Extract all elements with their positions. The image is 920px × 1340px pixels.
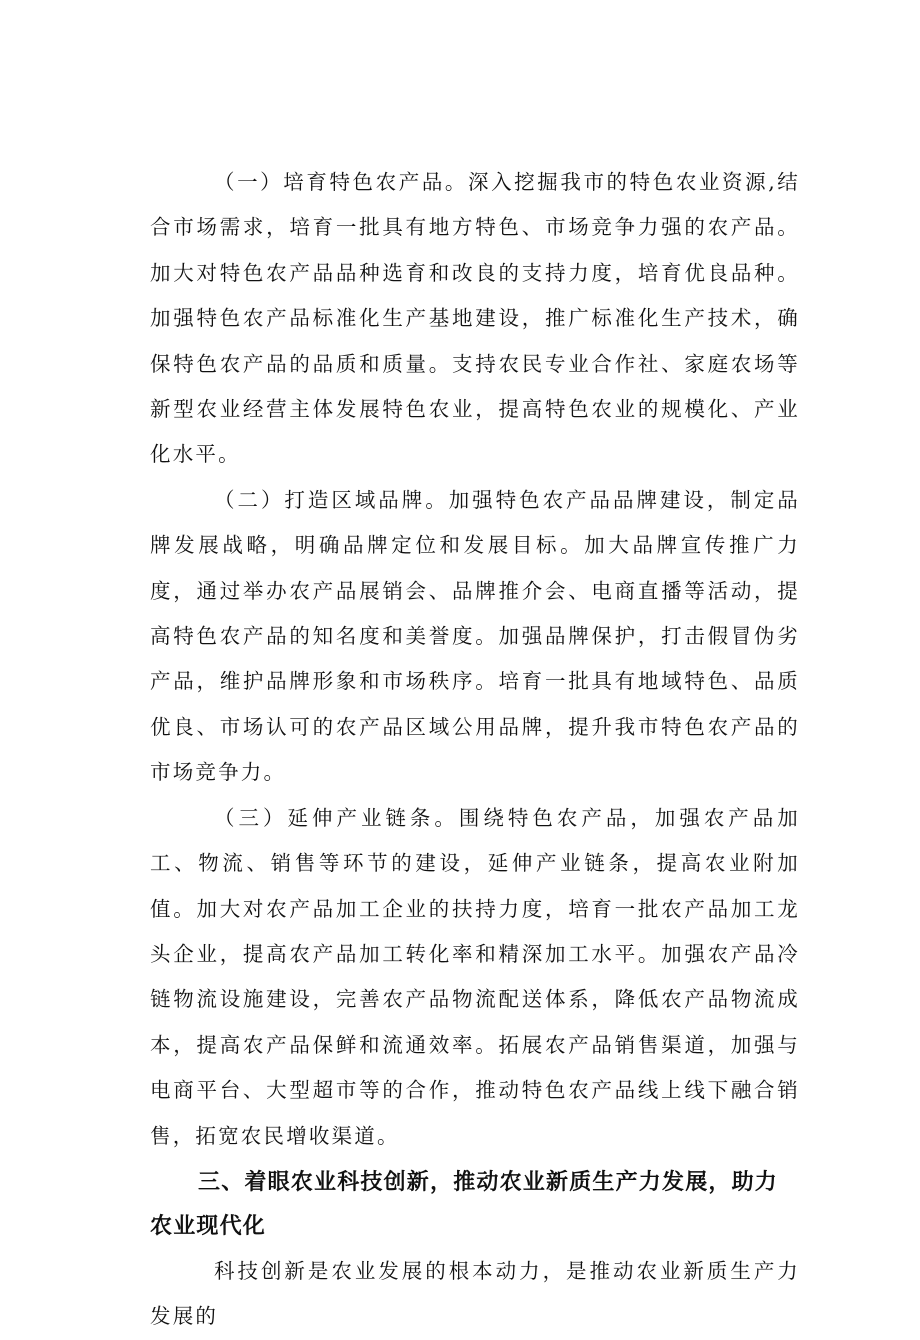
paragraph-4: 科技创新是农业发展的根本动力，是推动农业新质生产力发展的 bbox=[150, 1258, 800, 1329]
paragraph-2: （二）打造区域品牌。加强特色农产品品牌建设，制定品牌发展战略，明确品牌定位和发展目标。加大品牌宣传推广力度，通过举办农产品展销会、品牌推介会、电商直播等活动，提高特色农产品的知名度和美誉度。加强品牌保护，打击假冒伪劣产品，维护品牌形象和市场秩序。培育一批具有地域特色、品质优良、市场认可的农产品区域公用品牌，提升我市特色农产品的市场竞争力。 bbox=[150, 487, 800, 785]
document-body bbox=[150, 160, 800, 1340]
paragraph-1: （一）培育特色农产品。深入挖掘我市的特色农业资源,结合市场需求，培育一批具有地方特色、市场竞争力强的农产品。加大对特色农产品品种选育和改良的支持力度，培育优良品种。加强特色农产品标准化生产基地建设，推广标准化生产技术，确保特色农产品的品质和质量。支持农民专业合作社、家庭农场等新型农业经营主体发展特色农业，提高特色农业的规模化、产业化水平。 bbox=[150, 170, 800, 467]
section-heading: 三、着眼农业科技创新，推动农业新质生产力发展，助力农业现代化 bbox=[150, 1169, 779, 1239]
paragraph-3: （三）延伸产业链条。围绕特色农产品，加强农产品加工、物流、销售等环节的建设，延伸产业链条，提高农业附加值。加大对农产品加工企业的扶持力度，培育一批农产品加工龙头企业，提高农产品加工转化率和精深加工水平。加强农产品冷链物流设施建设，完善农产品物流配送体系，降低农产品物流成本，提高农产品保鲜和流通效率。拓展农产品销售渠道，加强与电商平台、大型超市等的合作，推动特色农产品线上线下融合销售，拓宽农民增收渠道。 bbox=[150, 805, 800, 1148]
